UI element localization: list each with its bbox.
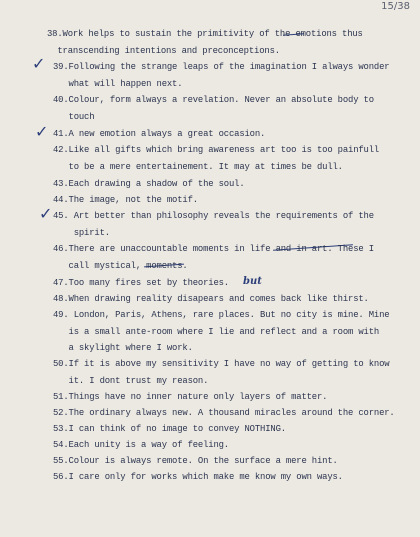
note-54: 54.Each unity is a way of feeling. (53, 440, 229, 450)
note-45: 45. Art better than philosophy reveals the requirements of the spirit. (53, 211, 374, 238)
note-41: 41.A new emotion always a great occasion. (53, 129, 266, 139)
note-51: 51.Things have no inner nature only layers of matter. (53, 392, 328, 402)
page-number: 15/38 (381, 1, 410, 12)
note-55: 55.Colour is always remote. On the surface a mere hint. (53, 456, 338, 466)
note-50: 50.If it is above my sensitivity I have no way of getting to know it. I dont trust my reason. (53, 359, 390, 386)
note-44: 44.The image, not the motif. (53, 195, 198, 205)
check-mark-icon: ✓ (39, 204, 53, 223)
note-43: 43.Each drawing a shadow of the soul. (53, 179, 245, 189)
note-52: 52.The ordinary always new. A thousand miracles around the corner. (53, 408, 395, 418)
note-46: 46.There are unaccountable moments in life and in art. These I call mystical, moments. (53, 244, 374, 271)
check-mark-icon: ✓ (35, 122, 49, 141)
note-56: 56.I care only for works which make me know my own ways. (53, 472, 343, 482)
check-mark-icon: ✓ (32, 54, 46, 73)
note-48: 48.When drawing reality disapears and comes back like thirst. (53, 294, 369, 304)
note-42: 42.Like all gifts which bring awareness art too is too painfull to be a mere entertainement. It may at times be dull. (53, 145, 380, 172)
note-49: 49. London, Paris, Athens, rare places. But no city is mine. Mine is a small ante-room where I lie and reflect and a room with a skylight where I work. (53, 310, 390, 353)
handwritten-insertion: but (243, 276, 262, 287)
note-39: 39.Following the strange leaps of the imagination I always wonder what will happen next. (53, 62, 390, 89)
note-53: 53.I can think of no image to convey NOTHING. (53, 424, 286, 434)
note-38: 38.Work helps to sustain the primitivity of the emotions thus transcending intentions and preconceptions. (47, 29, 363, 56)
note-47: 47.Too many fires set by theories. (53, 278, 229, 288)
note-40: 40.Colour, form always a revelation. Never an absolute body to touch (53, 95, 374, 122)
